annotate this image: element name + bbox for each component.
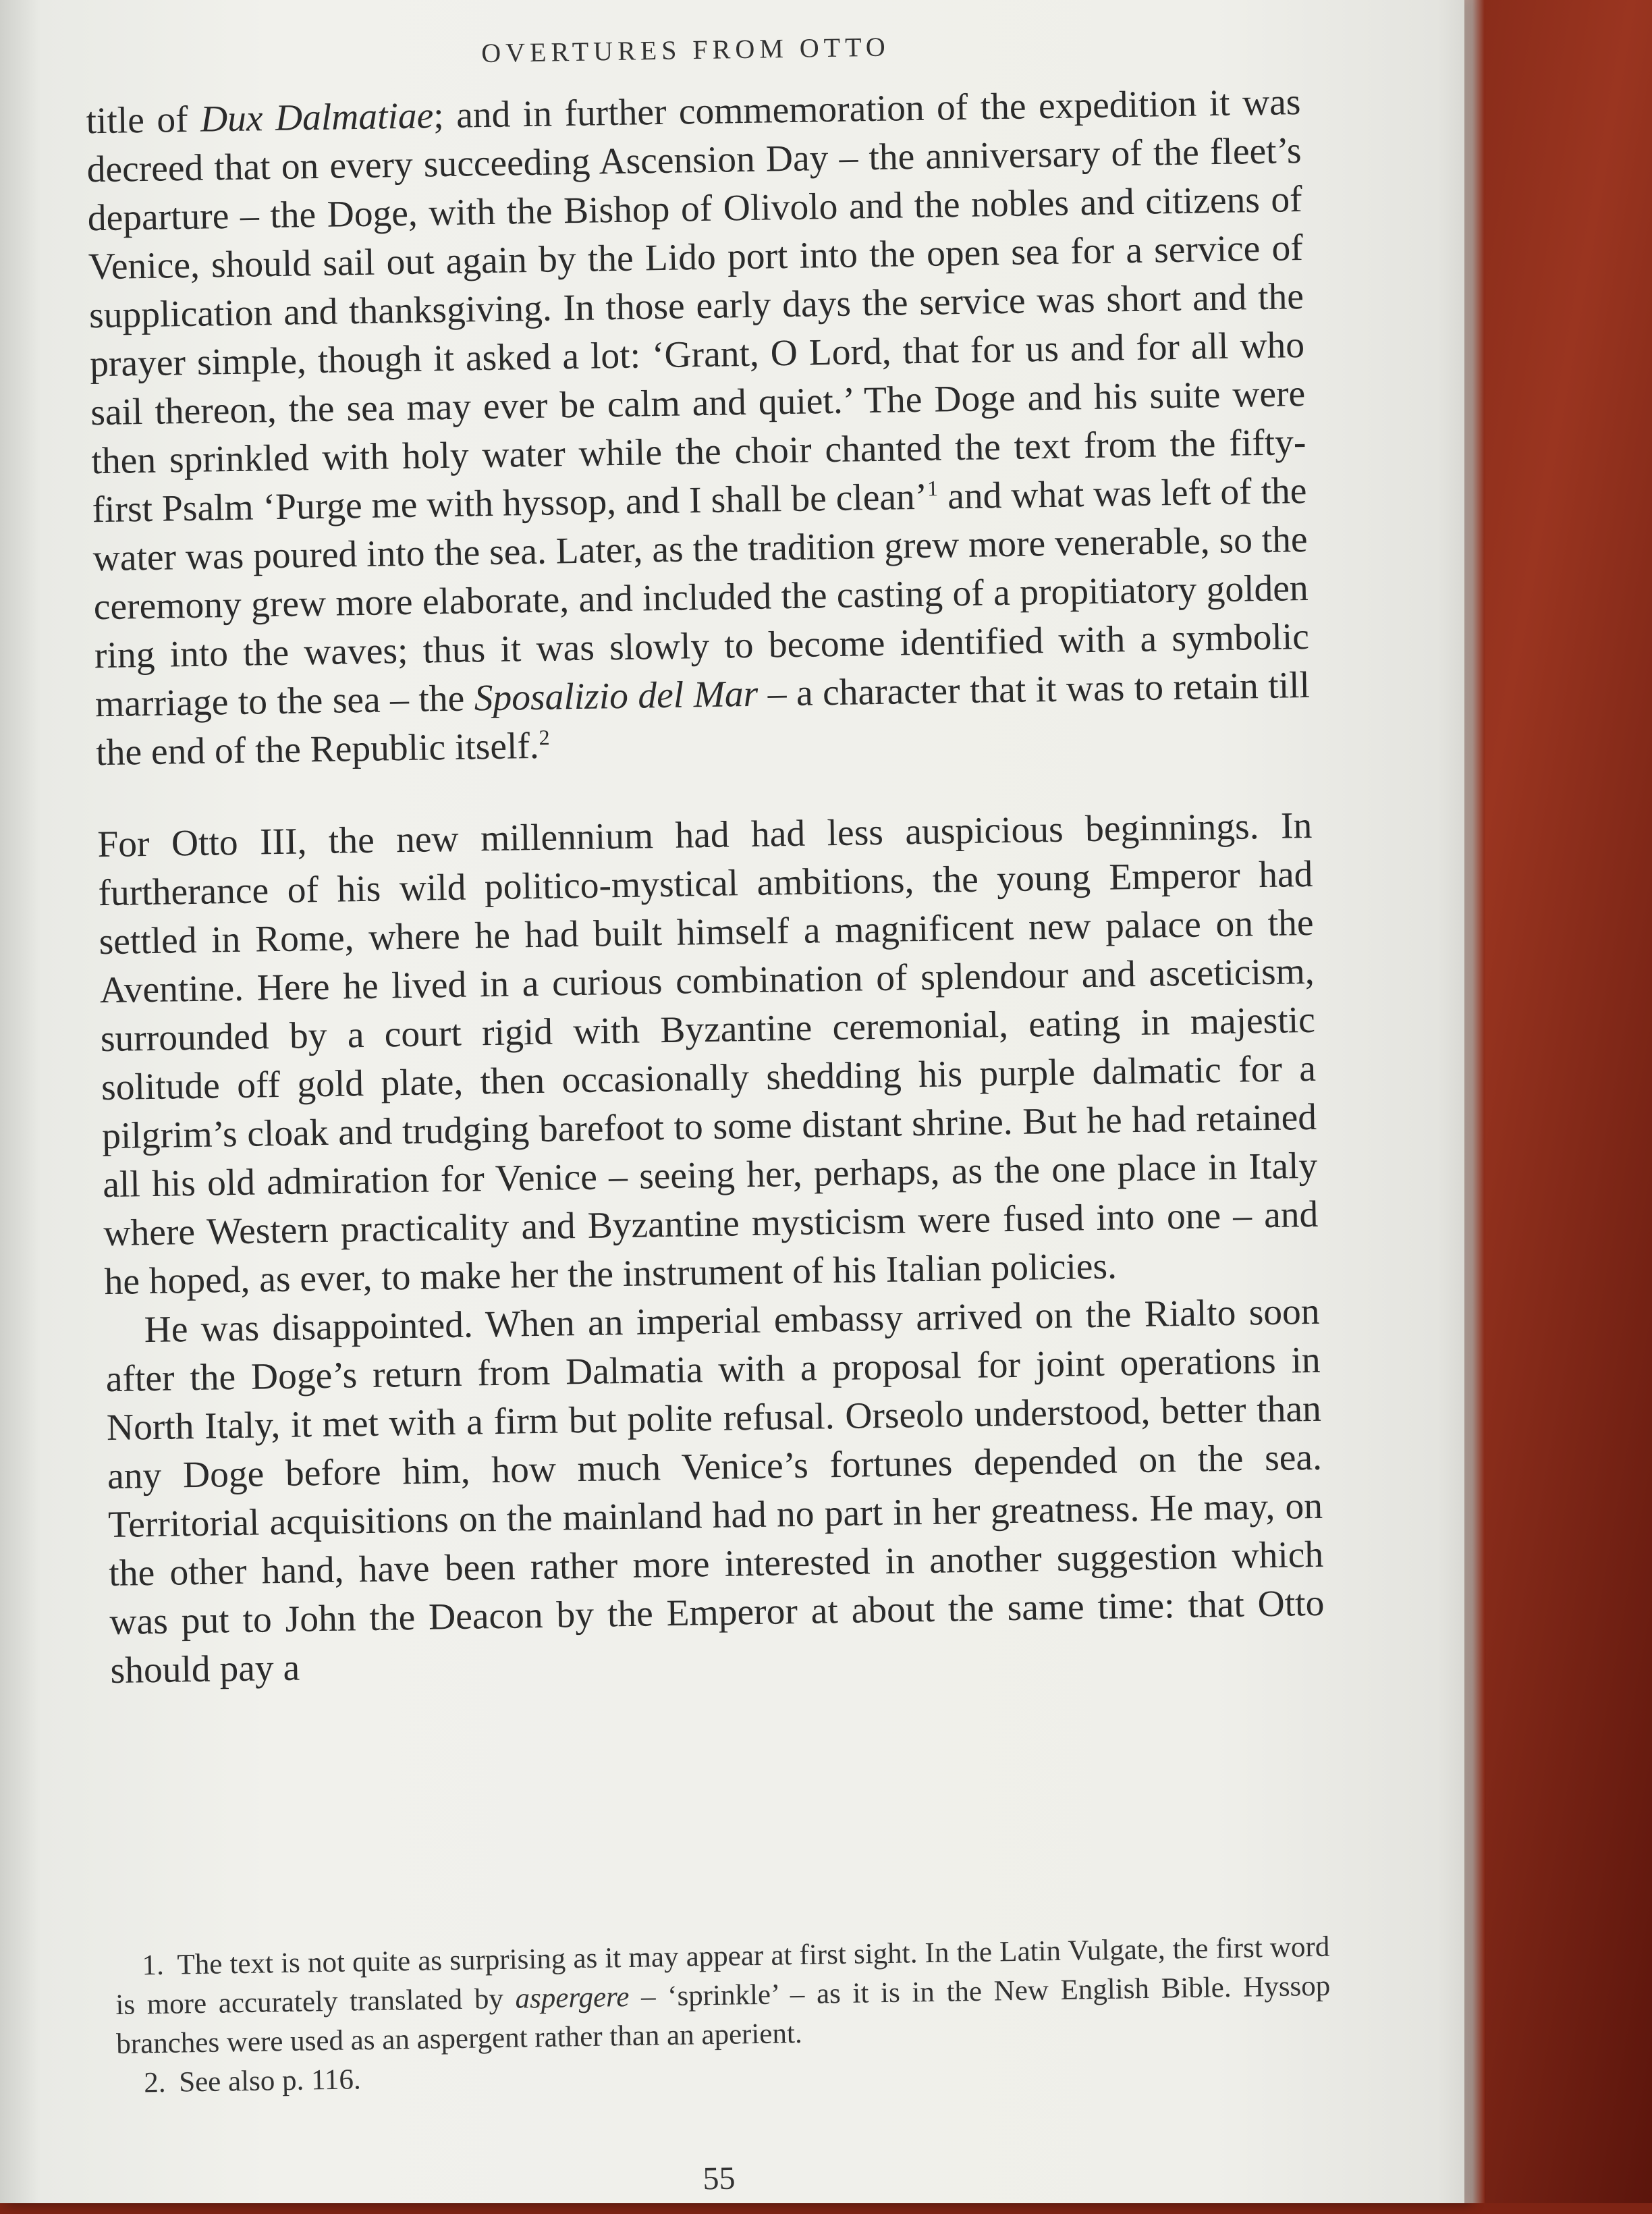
footnote-2-text: See also p. 116. <box>178 2063 362 2099</box>
paragraph-1-text-d: – a character that it was to retain till the end of the Republic itself. <box>95 664 1311 774</box>
running-head: OVERTURES FROM OTTO <box>480 31 891 69</box>
italic-dux-dalmatiae: Dux Dalmatiae <box>200 95 434 140</box>
italic-aspergere: aspergere <box>515 1981 630 2015</box>
footnote-2-number: 2. <box>143 2066 166 2099</box>
paragraph-1-text-c: and what was left of the water was poured into the sea. Later, as the tradition grew more venerable, so the ceremony grew more elaborate, and included the casting of a propitiatory golden ring into the waves; thus it was slowly to become identified with a symbolic marriage to the sea – the <box>92 470 1310 726</box>
footnote-ref-2: 2 <box>539 725 550 750</box>
footnote-1-text-a: The text is not quite as surprising as it may appear at first sight. In the Latin Vulgate, the first word is more accurately translated by <box>115 1931 1330 2021</box>
footnote-ref-1: 1 <box>927 476 939 501</box>
italic-sposalizio: Sposalizio del Mar <box>474 673 759 720</box>
paragraph-1 <box>86 78 1311 778</box>
body-text <box>86 78 1325 1696</box>
paragraph-2: For Otto III, the new millennium had had less auspicious beginnings. In furtherance of his wild politico-mystical ambitions, the young Emperor had settled in Rome, where he had built himself a magnificent new palace on the Aventine. Here he lived in a curious combination of splendour and asceticism, surrounded by a court rigid with Byzantine ceremonial, eating in majestic solitude off gold plate, then occasionally shedding his purple dalmatic for a pilgrim’s cloak and trudging barefoot to some distant shrine. But he had retained all his old admiration for Venice – seeing her, perhaps, as the one place in Italy where Western practicality and Byzantine mysticism were fused into one – and he hoped, as ever, to make her the instrument of his Italian policies. <box>97 805 1319 1303</box>
footnote-1-number: 1. <box>142 1949 165 1982</box>
footnotes <box>115 1928 1331 2103</box>
footnote-1-text-b: – ‘sprinkle’ – as it is in the New English Bible. Hyssop branches were used as an aspergent rather than an aperient. <box>115 1970 1331 2060</box>
paragraph-3: He was disappointed. When an imperial embassy arrived on the Rialto soon after the Doge’s return from Dalmatia with a proposal for joint operations in North Italy, it met with a firm but polite refusal. Orseolo understood, better than any Doge before him, how much Venice’s fortunes depended on the sea. Territorial acquisitions on the mainland had no part in her greatness. He may, on the other hand, have been rather more interested in another suggestion which was put to John the Deacon by the Emperor at about the same time: that Otto should pay a <box>105 1291 1325 1692</box>
paragraph-1-text-a: title of <box>86 99 201 142</box>
page-number: 55 <box>703 2160 736 2197</box>
footnote-1 <box>115 1928 1331 2064</box>
paragraph-1-text-b: ; and in further commemoration of the expedition it was decreed that on every succeeding Ascension Day – the anniversary of the fleet’s departure – the Doge, with the Bishop of Olivolo and the nobles and citizens of Venice, should sail out again by the Lido port into the open sea for a service of supplication and thanksgiving. In those early days the service was short and the prayer simple, though it asked a lot: ‘Grant, O Lord, that for us and for all who sail thereon, the sea may ever be calm and quiet.’ The Doge and his suite were then sprinkled with holy water while the choir chanted the text from the fifty-first Psalm ‘Purge me with hyssop, and I shall be clean’ <box>86 82 1306 531</box>
